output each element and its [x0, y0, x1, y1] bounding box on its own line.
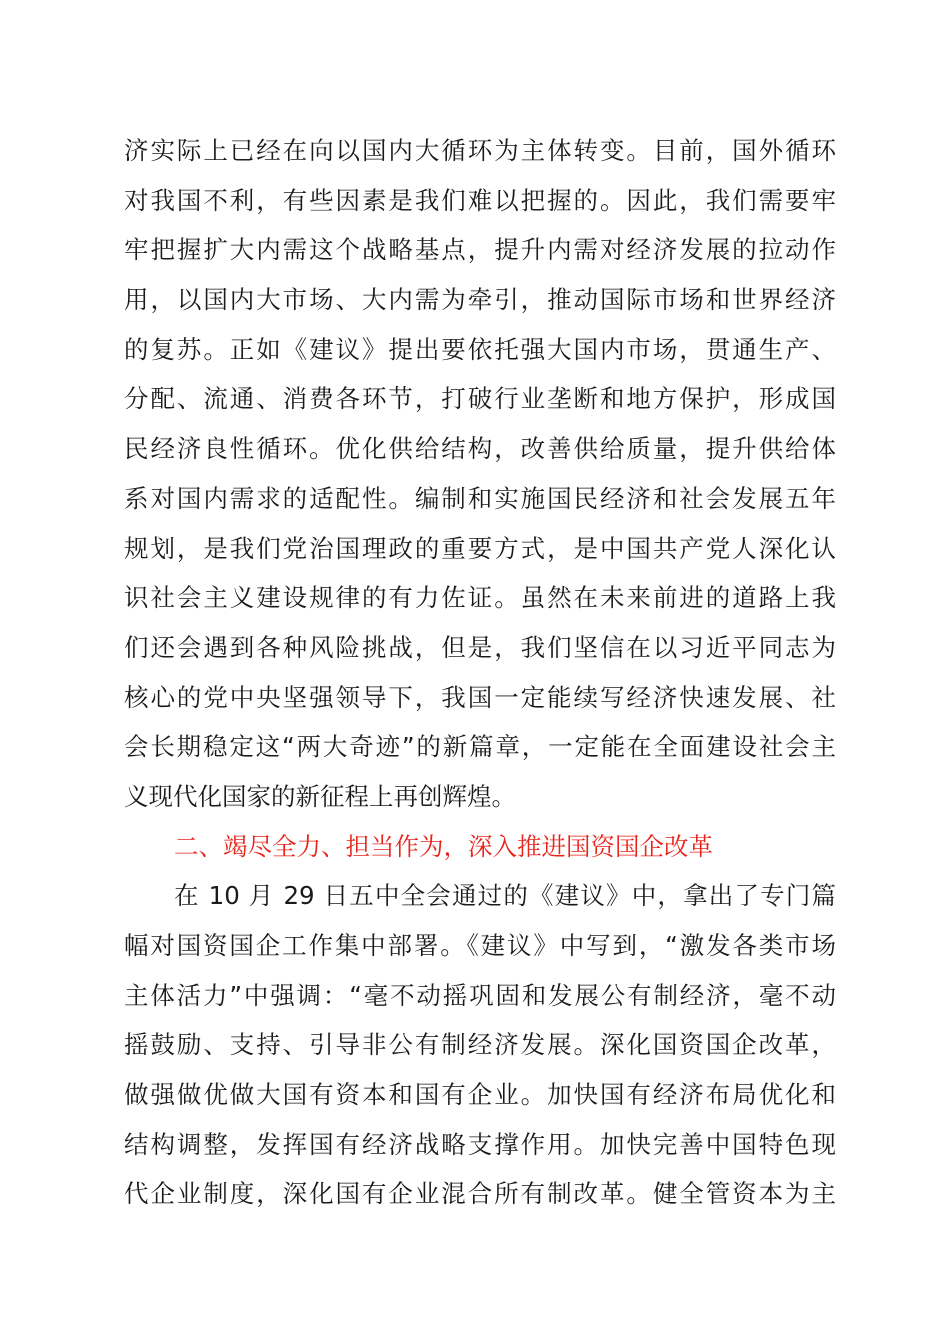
paragraph-2-line: 摇鼓励、支持、引导非公有制经济发展。深化国资国企改革， [124, 1030, 836, 1060]
paragraph-1-line: 分配、流通、消费各环节，打破行业垄断和地方保护，形成国 [124, 384, 836, 414]
paragraph-2-line: 代企业制度，深化国有企业混合所有制改革。健全管资本为主 [124, 1179, 836, 1209]
paragraph-1-line: 核心的党中央坚强领导下，我国一定能续写经济快速发展、社 [124, 682, 836, 712]
paragraph-1-line: 济实际上已经在向以国内大循环为主体转变。目前，国外循环 [124, 136, 836, 165]
paragraph-2 [124, 871, 836, 1219]
paragraph-2-line: 幅对国资国企工作集中部署。《建议》中写到，“激发各类市场 [124, 931, 836, 960]
paragraph-1-line: 们还会遇到各种风险挑战，但是，我们坚信在以习近平同志为 [124, 632, 836, 662]
document-body [124, 126, 836, 1219]
paragraph-1-line: 规划，是我们党治国理政的重要方式，是中国共产党人深化认 [124, 533, 836, 563]
paragraph-1-line: 系对国内需求的适配性。编制和实施国民经济和社会发展五年 [124, 483, 836, 513]
paragraph-1-line: 用，以国内大市场、大内需为牵引，推动国际市场和世界经济 [124, 285, 836, 315]
paragraph-2-line: 主体活力”中强调：“毫不动摇巩固和发展公有制经济，毫不动 [124, 980, 836, 1010]
paragraph-2-line: 在 10 月 29 日五中全会通过的《建议》中，拿出了专门篇 [174, 881, 836, 911]
paragraph-1-line: 的复苏。正如《建议》提出要依托强大国内市场，贯通生产、 [124, 334, 836, 364]
paragraph-2-line: 做强做优做大国有资本和国有企业。加快国有经济布局优化和 [124, 1080, 836, 1110]
paragraph-1-line: 对我国不利，有些因素是我们难以把握的。因此，我们需要牢 [124, 185, 836, 215]
paragraph-1-line: 识社会主义建设规律的有力佐证。虽然在未来前进的道路上我 [124, 583, 836, 613]
paragraph-1-line: 会长期稳定这“两大奇迹”的新篇章，一定能在全面建设社会主 [124, 732, 836, 762]
paragraph-2-line: 结构调整，发挥国有经济战略支撑作用。加快完善中国特色现 [124, 1129, 836, 1159]
paragraph-1-line: 义现代化国家的新征程上再创辉煌。 [124, 781, 516, 811]
section-heading: 二、竭尽全力、担当作为，深入推进国资国企改革 [174, 831, 713, 861]
paragraph-1 [124, 126, 836, 822]
paragraph-1-line: 民经济良性循环。优化供给结构，改善供给质量，提升供给体 [124, 434, 836, 464]
paragraph-1-line: 牢把握扩大内需这个战略基点，提升内需对经济发展的拉动作 [124, 235, 836, 265]
